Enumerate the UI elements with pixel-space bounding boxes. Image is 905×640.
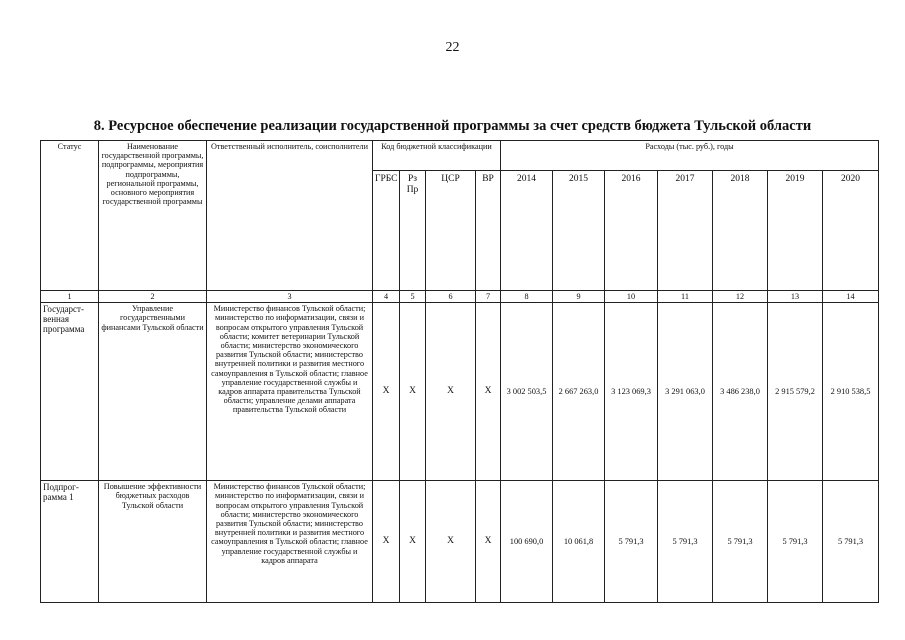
header-year-2016: 2016 [605,171,658,291]
column-number: 1 [41,291,99,303]
row-status: Подпрог-рамма 1 [41,481,99,603]
row-value-2019: 2 915 579,2 [768,303,823,481]
column-number: 7 [476,291,501,303]
header-status: Статус [41,141,99,291]
row-executor: Министерство финансов Тульской области; министерство по информатизации, связи и вопросам открытого управления Тульской области; министерство экономического развития Тульской области; министерство внутренней политики и развития местного самоуправления в Тульской области; главное управление государственной службы и кадров аппарата [207,481,373,603]
row-csr: Х [426,303,476,481]
column-number: 12 [713,291,768,303]
header-row-top [41,141,879,171]
row-value-2014: 100 690,0 [501,481,553,603]
row-value-2018: 3 486 238,0 [713,303,768,481]
column-number: 10 [605,291,658,303]
row-value-2015: 10 061,8 [553,481,605,603]
table-row [41,481,879,603]
row-value-2017: 5 791,3 [658,481,713,603]
row-vr: Х [476,481,501,603]
header-budget-code: Код бюджетной классификации [373,141,501,171]
header-year-2014: 2014 [501,171,553,291]
header-year-2020: 2020 [823,171,879,291]
row-rzpr: Х [400,303,426,481]
row-value-2019: 5 791,3 [768,481,823,603]
row-value-2014: 3 002 503,5 [501,303,553,481]
page-number: 22 [445,40,460,55]
column-number: 6 [426,291,476,303]
column-number: 14 [823,291,879,303]
header-vr: ВР [476,171,501,291]
column-number: 2 [99,291,207,303]
column-number: 11 [658,291,713,303]
header-year-2017: 2017 [658,171,713,291]
column-number: 9 [553,291,605,303]
column-number-row [41,291,879,303]
row-program-name: Повышение эффективности бюджетных расходов Тульской области [99,481,207,603]
header-csr: ЦСР [426,171,476,291]
header-expenses: Расходы (тыс. руб.), годы [501,141,879,171]
row-program-name: Управление государственными финансами Тульской области [99,303,207,481]
row-vr: Х [476,303,501,481]
column-number: 3 [207,291,373,303]
column-number: 5 [400,291,426,303]
column-number: 8 [501,291,553,303]
header-grbs: ГРБС [373,171,400,291]
header-rzpr: Рз Пр [400,171,426,291]
row-value-2015: 2 667 263,0 [553,303,605,481]
row-value-2017: 3 291 063,0 [658,303,713,481]
row-rzpr: Х [400,481,426,603]
column-number: 13 [768,291,823,303]
row-csr: Х [426,481,476,603]
column-number: 4 [373,291,400,303]
header-executor: Ответственный исполнитель, соисполнители [207,141,373,291]
header-year-2015: 2015 [553,171,605,291]
header-year-2018: 2018 [713,171,768,291]
row-value-2020: 2 910 538,5 [823,303,879,481]
row-value-2016: 5 791,3 [605,481,658,603]
table-row [41,303,879,481]
row-grbs: Х [373,481,400,603]
budget-table [40,140,879,603]
row-value-2016: 3 123 069,3 [605,303,658,481]
row-executor: Министерство финансов Тульской области; министерство по информатизации, связи и вопросам открытого управления Тульской области; комитет ветеринарии Тульской области; министерство экономического развития Тульской области; министерство внутренней политики и развития местного самоуправления в Тульской области; главное управление государственной службы и кадров аппарата правительства Тульской области; управление делами аппарата правительства Тульской области [207,303,373,481]
row-value-2018: 5 791,3 [713,481,768,603]
row-value-2020: 5 791,3 [823,481,879,603]
header-program-name: Наименование государственной программы, подпрограммы, мероприятия подпрограммы, региональной программы, основного мероприятия государственной программы [99,141,207,291]
header-year-2019: 2019 [768,171,823,291]
row-grbs: Х [373,303,400,481]
row-status: Государст-венная программа [41,303,99,481]
document-title: 8. Ресурсное обеспечение реализации государственной программы за счет средств бюджета Тульской области [93,118,812,134]
